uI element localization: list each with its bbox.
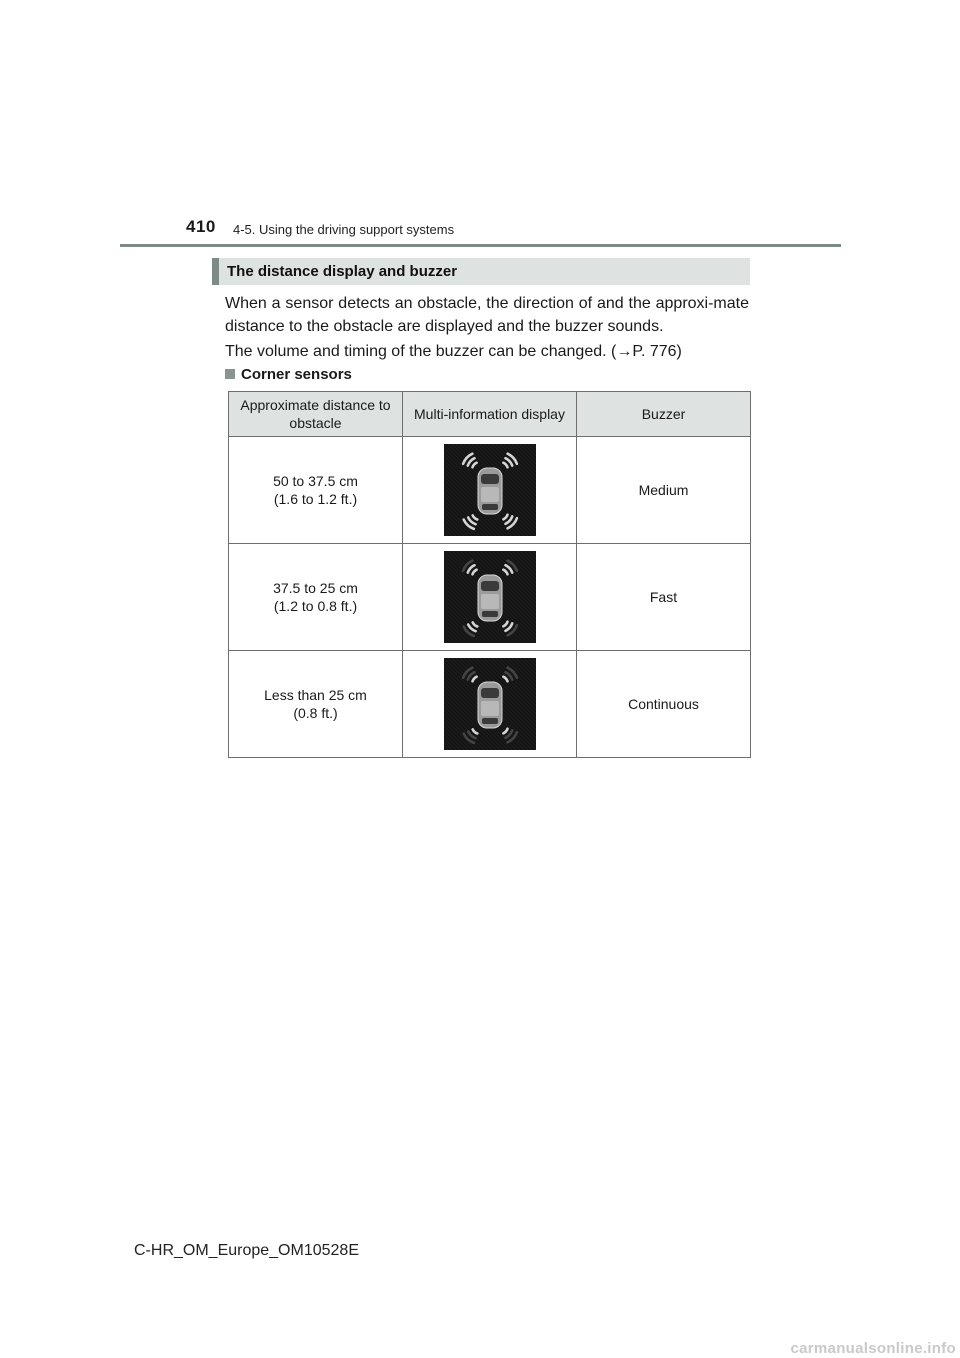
subheading-text: Corner sensors — [241, 366, 352, 383]
display-cell — [403, 544, 577, 651]
page-number: 410 — [186, 217, 216, 236]
table-row — [229, 651, 751, 758]
distance-cell — [229, 544, 403, 651]
header-display: Multi-information display — [403, 392, 577, 437]
buzzer-cell: Continuous — [577, 651, 751, 758]
distance-cm: 37.5 to 25 cm — [273, 580, 358, 596]
volume-paragraph: The volume and timing of the buzzer can be changed. (→P. 776) — [225, 343, 682, 360]
watermark: carmanualsonline.info — [790, 1340, 956, 1357]
display-cell — [403, 651, 577, 758]
running-head: 4-5. Using the driving support systems — [233, 222, 455, 237]
subheading — [225, 366, 352, 383]
distance-cell — [229, 651, 403, 758]
sensor-display-icon — [444, 658, 536, 750]
distance-ft: (1.2 to 0.8 ft.) — [273, 598, 358, 614]
sensor-distance-table — [228, 391, 751, 758]
distance-cm: 50 to 37.5 cm — [273, 473, 358, 489]
distance-cm: Less than 25 cm — [264, 687, 367, 703]
footer-doc-id: C-HR_OM_Europe_OM10528E — [134, 1242, 359, 1259]
sensor-display-icon — [444, 444, 536, 536]
distance-cell — [229, 437, 403, 544]
square-bullet-icon — [225, 369, 235, 379]
car-icon — [478, 682, 502, 728]
table-row — [229, 437, 751, 544]
buzzer-cell: Medium — [577, 437, 751, 544]
car-icon — [478, 575, 502, 621]
header-distance: Approximate distance to obstacle — [229, 392, 403, 437]
car-icon — [478, 468, 502, 514]
intro-paragraph: When a sensor detects an obstacle, the direction of and the approxi-mate distance to the obstacle are displayed and the buzzer sounds. — [225, 295, 749, 335]
display-cell — [403, 437, 577, 544]
header-rule — [120, 244, 841, 247]
distance-ft: (1.6 to 1.2 ft.) — [273, 491, 358, 507]
table-row — [229, 544, 751, 651]
header-buzzer: Buzzer — [577, 392, 751, 437]
distance-ft: (0.8 ft.) — [293, 705, 338, 721]
section-heading: The distance display and buzzer — [212, 258, 750, 285]
buzzer-cell: Fast — [577, 544, 751, 651]
table-header-row — [229, 392, 751, 437]
sensor-display-icon — [444, 551, 536, 643]
